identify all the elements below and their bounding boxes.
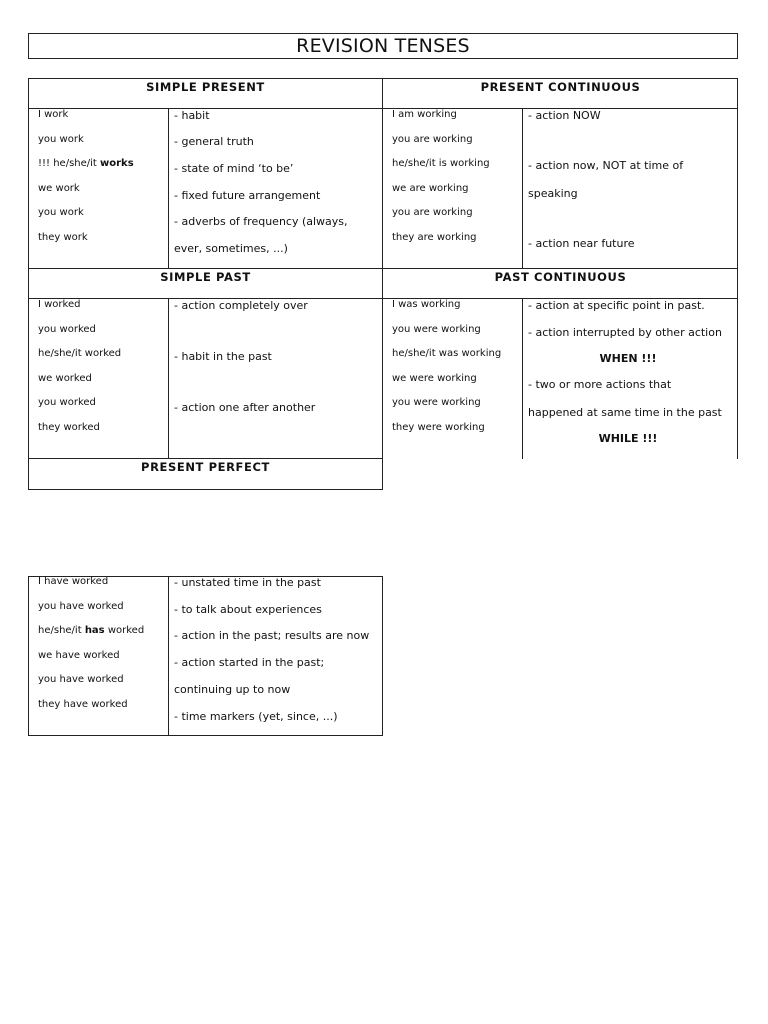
while-marker: WHILE !!! (598, 432, 658, 445)
usage-line: continuing up to now (174, 683, 291, 696)
usage-line: - time markers (yet, since, ...) (174, 710, 338, 723)
usage-line: - action completely over (174, 299, 308, 312)
usage-line: - action near future (528, 237, 635, 250)
usage-line: - action now, NOT at time of (528, 159, 684, 172)
usage-line: ever, sometimes, ...) (174, 242, 288, 255)
conjugation-line: I am working (392, 109, 457, 120)
conjugation-line: we were working (392, 372, 477, 384)
simple-past-uses-cell (169, 299, 383, 459)
conjugation-line: he/she/it is working (392, 158, 490, 169)
conjugation-line: you worked (38, 397, 96, 408)
usage-line: - unstated time in the past (174, 576, 321, 589)
conjugation-line: you worked (38, 323, 96, 335)
conjugation-line: we have worked (38, 649, 120, 661)
past-continuous-forms (392, 293, 501, 440)
conjugation-line: we work (38, 182, 80, 194)
simple-present-heading: SIMPLE PRESENT (146, 80, 265, 94)
usage-line: - habit (174, 109, 210, 122)
usage-line: - action NOW (528, 109, 601, 122)
conjugation-line: they have worked (38, 698, 128, 710)
present-perfect-heading: PRESENT PERFECT (141, 460, 270, 474)
usage-line: speaking (528, 187, 578, 200)
conjugation-line: you work (38, 207, 84, 218)
simple-present-forms (38, 103, 134, 250)
conjugation-line: I have worked (38, 576, 109, 587)
conjugation-line: you were working (392, 397, 481, 408)
conjugation-line: you have worked (38, 600, 124, 612)
conjugation-line: you are working (392, 207, 473, 218)
conjugation-line: they were working (392, 421, 485, 433)
conjugation-line: they are working (392, 231, 477, 243)
conjugation-line: you were working (392, 323, 481, 335)
conjugation-line: we are working (392, 182, 469, 194)
usage-line: - action at specific point in past. (528, 299, 705, 312)
conjugation-line: you are working (392, 133, 473, 145)
conjugation-line: he/she/it has worked (38, 625, 145, 636)
usage-line: - general truth (174, 135, 254, 148)
present-continuous-heading: PRESENT CONTINUOUS (480, 80, 641, 94)
present-continuous-forms (392, 103, 490, 250)
usage-line: - two or more actions that (528, 378, 672, 391)
simple-past-heading: SIMPLE PAST (160, 270, 251, 284)
simple-past-forms (38, 293, 121, 440)
past-continuous-heading: PAST CONTINUOUS (494, 270, 627, 284)
usage-line: - state of mind ‘to be’ (174, 162, 294, 175)
usage-line: happened at same time in the past (528, 406, 722, 419)
conjugation-line: we worked (38, 372, 92, 384)
when-marker: WHEN !!! (599, 352, 657, 365)
present-perfect-forms (38, 570, 144, 717)
conjugation-line: !!! he/she/it works (38, 158, 134, 169)
conjugation-line: you work (38, 133, 84, 145)
usage-line: - action in the past; results are now (174, 629, 370, 642)
usage-line: - fixed future arrangement (174, 189, 321, 202)
conjugation-line: they worked (38, 421, 100, 433)
conjugation-line: they work (38, 231, 88, 243)
page-title: REVISION TENSES (28, 33, 738, 59)
usage-line: - action interrupted by other action (528, 326, 722, 339)
usage-line: - action one after another (174, 401, 316, 414)
usage-line: - adverbs of frequency (always, (174, 215, 348, 228)
usage-line: - action started in the past; (174, 656, 325, 669)
usage-line: - habit in the past (174, 350, 272, 363)
usage-line: - to talk about experiences (174, 603, 322, 616)
conjugation-line: I was working (392, 299, 461, 310)
conjugation-line: he/she/it was working (392, 348, 502, 359)
conjugation-line: he/she/it worked (38, 348, 122, 359)
conjugation-line: I worked (38, 299, 81, 310)
conjugation-line: you have worked (38, 674, 124, 685)
conjugation-line: I work (38, 109, 69, 120)
